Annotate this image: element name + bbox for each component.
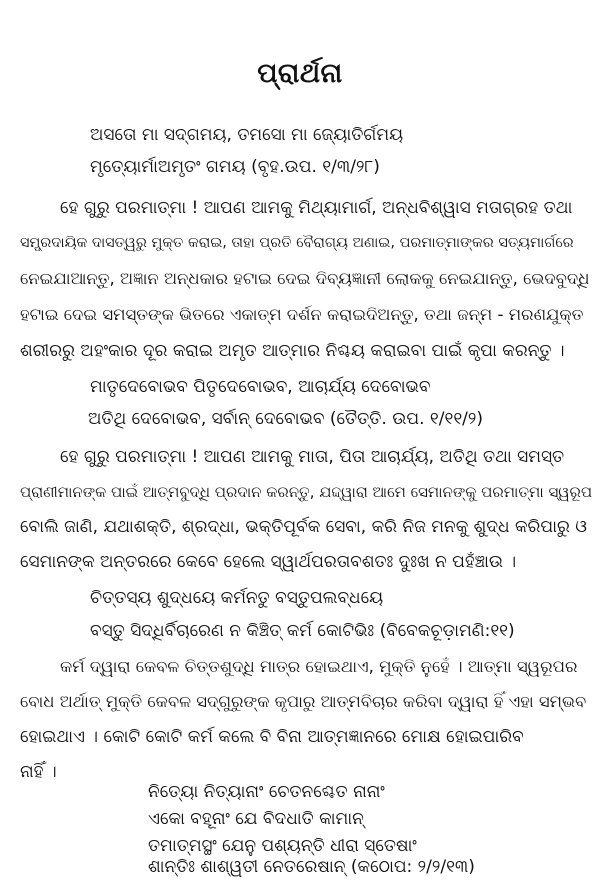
paragraph-line: ହେ ଗୁରୁ ପରମାତ୍ମା ! ଆପଣ ଆମକୁ ମାତା, ପିତା ଆଚାର୍ଯ୍ୟ, ଅତିଥି ତଥା ସମସ୍ତ [60,447,565,467]
paragraph-line: ସମ୍ପ୍ରଦାୟିକ ଦାସତ୍ୱରୁ ମୁକ୍ତ କରାଇ, ତାହା ପ୍ରତି ବୈରାଗ୍ୟ ଅଣାଇ, ପରମାତ୍ମାଙ୍କର ସତ୍ୟମାର୍ଗରେ [20,235,574,251]
verse-line: ଚିତ୍ତସ୍ୟ ଶୁଦ୍ଧୟେ କର୍ମନତୁ ବସ୍ତୁପଲବ୍ଧୟେ [90,588,384,608]
paragraph-line: କର୍ମ ଦ୍ୱାରା କେବଳ ଚିତ୍ତଶୁଦ୍ଧି ମାତ୍ର ହୋଇଥାଏ, ମୁକ୍ତି ନୁହେଁ । ଆତ୍ମା ସ୍ୱରୂପର [60,657,578,676]
paragraph-line: ନାହିଁ । [20,762,57,782]
paragraph-line: ବୋଧ ଅର୍ଥାତ୍ ମୁକ୍ତି କେବଳ ସଦ୍‌ଗୁରୁଙ୍କ କୃପାରୁ ଆତ୍ମବିଚାର କରିବା ଦ୍ୱାରା ହିଁ ଏହା ସମ୍ଭବ [20,692,587,711]
verse-line: ଅସତୋ ମା ସଦ୍‌ଗମୟ, ତମସୋ ମା ଜ୍ୟୋତିର୍ଗମୟ [90,125,404,145]
sloka-line: ନିତ୍ୟୋ ନିତ୍ୟାନାଂ ଚେତନଶ୍ଚେତ ନାନାଂ [148,782,385,802]
paragraph-line: ହୋଇଥାଏ । କୋଟି କୋଟି କର୍ମ କଲେ ବି ବିନା ଆତ୍ମଜ୍ଞାନରେ ମୋକ୍ଷ ହୋଇପାରିବ [20,727,524,747]
verse-line: ମାତୃଦେବୋଭବ ପିତୃଦେବୋଭବ, ଆଚାର୍ଯ୍ୟ ଦେବୋଭବ [90,377,431,397]
sloka-line: ତମାତ୍ମସ୍ଥଂ ଯେନୁ ପଶ୍ୟନ୍ତି ଧୀରା ସ୍ତେଷାଂ [148,836,417,856]
page-title: ପ୍ରାର୍ଥନା [257,58,343,89]
sloka-line: ଏକୋ ବହୂନାଂ ଯେ ବିଦଧାତି କାମାନ୍ [148,809,364,829]
paragraph-line: ବୋଲି ଜାଣି, ଯଥାଶକ୍ତି, ଶ୍ରଦ୍ଧା, ଭକ୍ତିପୂର୍ବକ ସେବା, କରି ନିଜ ମନକୁ ଶୁଦ୍ଧ କରିପାରୁ ଓ [20,517,587,537]
paragraph-line: ପ୍ରାଣୀମାନଙ୍କ ପାଇଁ ଆତ୍ମବୁଦ୍ଧି ପ୍ରଦାନ କରନ୍ତୁ, ଯଦ୍ଦ୍ୱାରା ଆମେ ସେମାନଙ୍କୁ ପରମାତ୍ମା ସ୍ୱରୂପ [20,483,593,501]
paragraph-line: ହେ ଗୁରୁ ପରମାତ୍ମା ! ଆପଣ ଆମକୁ ମିଥ୍ୟାମାର୍ଗ, ଅନ୍ଧବିଶ୍ୱାସ ମତାଗ୍ରହ ତଥା [60,198,573,218]
paragraph-line: ନେଇଯାଆନ୍ତୁ, ଅଜ୍ଞାନ ଅନ୍ଧକାର ହଟାଇ ଦେଇ ଦିବ୍ୟଜ୍ଞାନୀ ଲୋକକୁ ନେଇଯାନ୍ତୁ, ଭେଦବୁଦ୍ଧି [20,269,590,288]
paragraph-line: ସେମାନଙ୍କ ଅନ୍ତରରେ କେବେ ହେଲେ ସ୍ୱାର୍ଥପରତାବଶତଃ ଦୁଃଖ ନ ପହଁଞ୍ଚାଉ । [20,552,517,572]
verse-line: ଅତିଥି ଦେବୋଭବ, ସର୍ବାନ୍ ଦେବୋଭବ (ତୈତ୍ତି. ଉପ. ୧/୧୧/୨) [88,409,484,429]
verse-line: ମୃତ୍ୟୋର୍ମାଅମୃତଂ ଗମୟ (ବୃହ.ଉପ. ୧/୩/୨୮) [90,157,380,177]
sloka-line: ଶାନ୍ତିଃ ଶାଶ୍ୱତୀ ନେତରେଷାନ୍ (କଠୋପ: ୨/୨/୧୩) [148,857,475,877]
paragraph-line: ହଟାଇ ଦେଇ ସମସ୍ତଙ୍କ ଭିତରେ ଏକାତ୍ମ ଦର୍ଶନ କରାଇଦିଅନ୍ତୁ, ତଥା ଜନ୍ମ - ମରଣଯୁକ୍ତ [20,305,584,324]
verse-line: ବସ୍ତୁ ସିଦ୍ଧିର୍ବିଚାରେଣ ନ କିଞ୍ଚିତ୍ କର୍ମ କୋଟିଭିଃ (ବିବେକଚୂଡ଼ାମଣି:୧୧) [90,621,515,641]
paragraph-line: ଶରୀରରୁ ଅହଂକାର ଦୂର କରାଇ ଅମୃତ ଆତ୍ମାର ନିଶ୍ଚୟ କରାଇବା ପାଇଁ କୃପା କରନ୍ତୁ । [20,341,565,361]
